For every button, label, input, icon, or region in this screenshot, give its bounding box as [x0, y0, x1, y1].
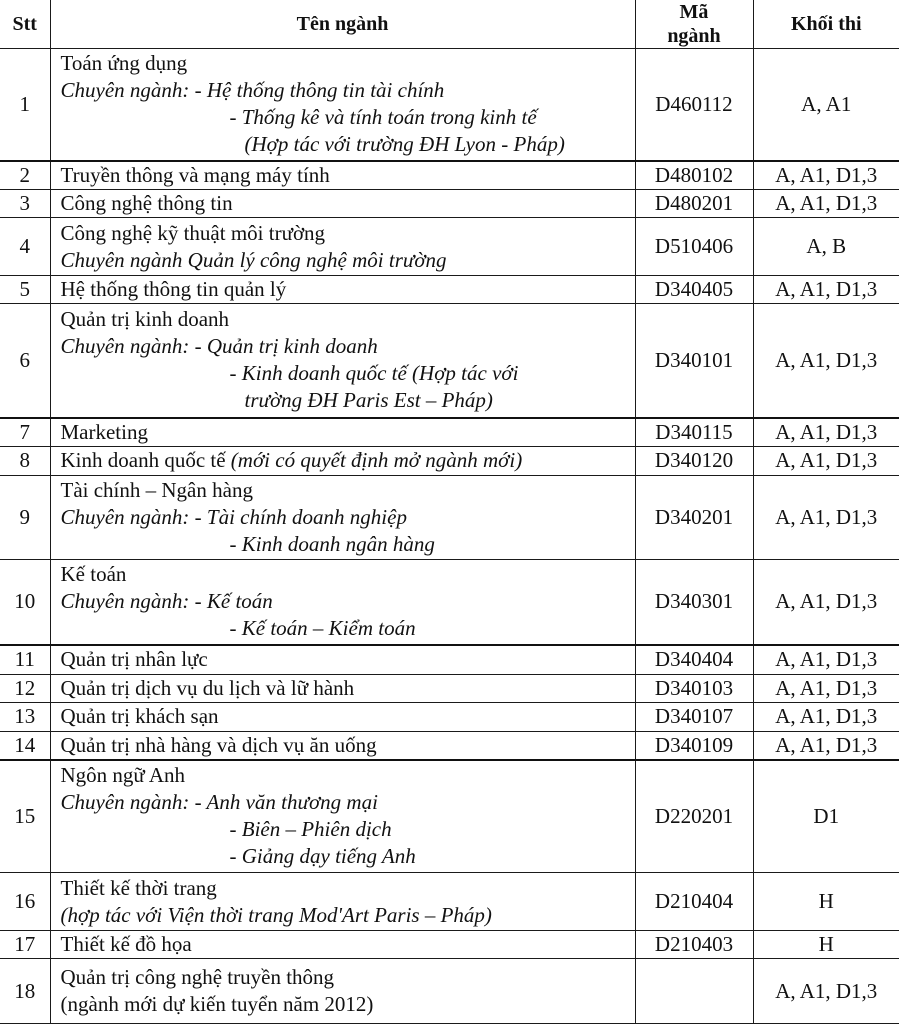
row-name-cell [50, 959, 635, 1024]
major-name [61, 646, 635, 673]
specialization-line: - Kinh doanh ngân hàng [229, 531, 435, 556]
row-block: A, A1, D1,3 [753, 304, 899, 418]
row-block: A, A1, D1,3 [753, 959, 899, 1024]
row-block: A, A1, D1,3 [753, 190, 899, 218]
table-row [0, 446, 899, 475]
row-code [635, 959, 753, 1024]
table-row [0, 276, 899, 304]
specialization-line: (ngành mới dự kiến tuyển năm 2012) [60, 992, 374, 1016]
specialization-line: (Hợp tác với trường ĐH Lyon - Pháp) [244, 132, 565, 157]
row-name-cell [50, 304, 635, 418]
table-row [0, 304, 899, 418]
row-name-cell [50, 931, 635, 959]
major-name [61, 419, 635, 446]
major-name-text: Tài chính – Ngân hàng [60, 477, 253, 502]
row-stt: 17 [0, 931, 50, 959]
row-code: D340103 [635, 674, 753, 702]
row-stt: 14 [0, 731, 50, 760]
table-row [0, 702, 899, 731]
specialization-line: Chuyên ngành: - Hệ thống thông tin tài chính [60, 78, 445, 103]
row-block: A, A1, D1,3 [753, 645, 899, 674]
major-name-text: Quản trị dịch vụ du lịch và lữ hành [60, 675, 355, 700]
table-row [0, 731, 899, 760]
row-stt: 16 [0, 873, 50, 931]
major-name [61, 561, 635, 588]
table-row [0, 418, 899, 447]
row-stt: 1 [0, 49, 50, 161]
row-code: D460112 [635, 49, 753, 161]
row-name-cell [50, 702, 635, 731]
specialization-line: - Giảng dạy tiếng Anh [229, 844, 416, 869]
row-code: D480201 [635, 190, 753, 218]
row-code: D340301 [635, 559, 753, 645]
row-stt: 10 [0, 559, 50, 645]
table-row [0, 873, 899, 931]
row-stt: 8 [0, 446, 50, 475]
table-row [0, 760, 899, 873]
row-code: D340107 [635, 702, 753, 731]
row-code: D210403 [635, 931, 753, 959]
row-stt: 11 [0, 645, 50, 674]
row-code: D340101 [635, 304, 753, 418]
specialization-line: - Kinh doanh quốc tế (Hợp tác với [229, 361, 519, 386]
major-name-text: Quản trị nhà hàng và dịch vụ ăn uống [60, 732, 377, 757]
row-stt: 13 [0, 702, 50, 731]
row-stt: 15 [0, 760, 50, 873]
row-code: D340115 [635, 418, 753, 447]
major-name-text: Thiết kế thời trang [60, 875, 217, 900]
major-name-note: (mới có quyết định mở ngành mới) [230, 448, 523, 472]
row-code: D340109 [635, 731, 753, 760]
major-name-text: Thiết kế đồ họa [60, 932, 192, 956]
specialization-line: Chuyên ngành: - Kế toán [60, 589, 273, 614]
row-stt: 2 [0, 161, 50, 190]
header-stt: Stt [0, 0, 50, 49]
specialization-line: (hợp tác với Viện thời trang Mod'Art Paris – Pháp) [60, 902, 492, 927]
major-name-text: Kế toán [60, 562, 127, 587]
major-name [61, 477, 635, 504]
major-name [61, 675, 635, 702]
row-block: D1 [753, 760, 899, 873]
row-name-cell [50, 161, 635, 190]
table-row [0, 49, 899, 161]
row-stt: 3 [0, 190, 50, 218]
major-name-text: Quản trị công nghệ truyền thông [60, 965, 335, 989]
row-name-cell [50, 475, 635, 559]
row-name-cell [50, 760, 635, 873]
row-block: A, A1, D1,3 [753, 702, 899, 731]
major-name-text: Truyền thông và mạng máy tính [60, 162, 330, 187]
row-name-cell [50, 559, 635, 645]
specialization-line: - Biên – Phiên dịch [229, 817, 392, 842]
row-code: D480102 [635, 161, 753, 190]
row-block: H [753, 931, 899, 959]
row-block: A, A1, D1,3 [753, 276, 899, 304]
row-block: A, A1, D1,3 [753, 731, 899, 760]
major-name [61, 931, 635, 958]
row-block: A, A1, D1,3 [753, 446, 899, 475]
header-block: Khối thi [753, 0, 899, 49]
row-block: H [753, 873, 899, 931]
row-stt: 7 [0, 418, 50, 447]
major-name-text: Ngôn ngữ Anh [60, 763, 186, 788]
table-row [0, 645, 899, 674]
major-name [61, 732, 635, 759]
table-row [0, 475, 899, 559]
major-name-text: Marketing [60, 419, 148, 444]
major-name [61, 50, 635, 77]
table-row [0, 959, 899, 1024]
row-block: A, A1, D1,3 [753, 418, 899, 447]
row-block: A, B [753, 218, 899, 276]
major-name [61, 276, 635, 303]
row-stt: 5 [0, 276, 50, 304]
row-name-cell [50, 276, 635, 304]
row-name-cell [50, 190, 635, 218]
major-name [61, 703, 635, 730]
specialization-line: trường ĐH Paris Est – Pháp) [244, 388, 493, 413]
row-name-cell [50, 873, 635, 931]
header-code: Mã ngành [635, 0, 753, 49]
major-name [61, 875, 635, 902]
row-stt: 4 [0, 218, 50, 276]
row-stt: 6 [0, 304, 50, 418]
row-name-cell [50, 446, 635, 475]
header-name: Tên ngành [50, 0, 635, 49]
row-code: D340404 [635, 645, 753, 674]
row-code: D340405 [635, 276, 753, 304]
major-name-text: Hệ thống thông tin quản lý [60, 277, 287, 301]
table-row [0, 190, 899, 218]
row-name-cell [50, 674, 635, 702]
major-name [61, 220, 635, 247]
row-stt: 18 [0, 959, 50, 1024]
specialization-line: Chuyên ngành Quản lý công nghệ môi trường [60, 247, 447, 272]
major-name [61, 762, 635, 789]
table-row [0, 674, 899, 702]
row-block: A, A1, D1,3 [753, 674, 899, 702]
row-block: A, A1, D1,3 [753, 475, 899, 559]
table-row [0, 559, 899, 645]
row-code: D210404 [635, 873, 753, 931]
specialization-line: Chuyên ngành: - Tài chính doanh nghiệp [60, 504, 407, 529]
major-name-text: Quản trị kinh doanh [60, 307, 230, 332]
row-name-cell [50, 731, 635, 760]
major-name-text: Toán ứng dụng [60, 51, 188, 76]
major-name [61, 306, 635, 333]
major-name-text: Quản trị khách sạn [60, 704, 219, 728]
table-row [0, 161, 899, 190]
table-row [0, 218, 899, 276]
header-row [0, 0, 899, 49]
row-stt: 12 [0, 674, 50, 702]
row-code: D220201 [635, 760, 753, 873]
row-stt: 9 [0, 475, 50, 559]
major-name [61, 964, 635, 991]
row-block: A, A1, D1,3 [753, 559, 899, 645]
table-row [0, 931, 899, 959]
row-name-cell [50, 418, 635, 447]
major-name-text: Công nghệ kỹ thuật môi trường [60, 220, 326, 245]
row-name-cell [50, 218, 635, 276]
major-name [61, 162, 635, 189]
row-code: D510406 [635, 218, 753, 276]
major-name-text: Kinh doanh quốc tế [60, 448, 226, 472]
row-code: D340201 [635, 475, 753, 559]
major-name [61, 447, 635, 474]
row-name-cell [50, 645, 635, 674]
row-code: D340120 [635, 446, 753, 475]
specialization-line: - Kế toán – Kiểm toán [229, 616, 416, 641]
specialization-line: Chuyên ngành: - Quản trị kinh doanh [60, 334, 378, 359]
major-name-text: Công nghệ thông tin [60, 191, 233, 215]
specialization-line: Chuyên ngành: - Anh văn thương mại [60, 790, 378, 815]
major-name-text: Quản trị nhân lực [60, 647, 208, 672]
row-block: A, A1 [753, 49, 899, 161]
specialization-line: - Thống kê và tính toán trong kinh tế [229, 105, 537, 130]
row-block: A, A1, D1,3 [753, 161, 899, 190]
row-name-cell [50, 49, 635, 161]
major-name [61, 190, 635, 217]
